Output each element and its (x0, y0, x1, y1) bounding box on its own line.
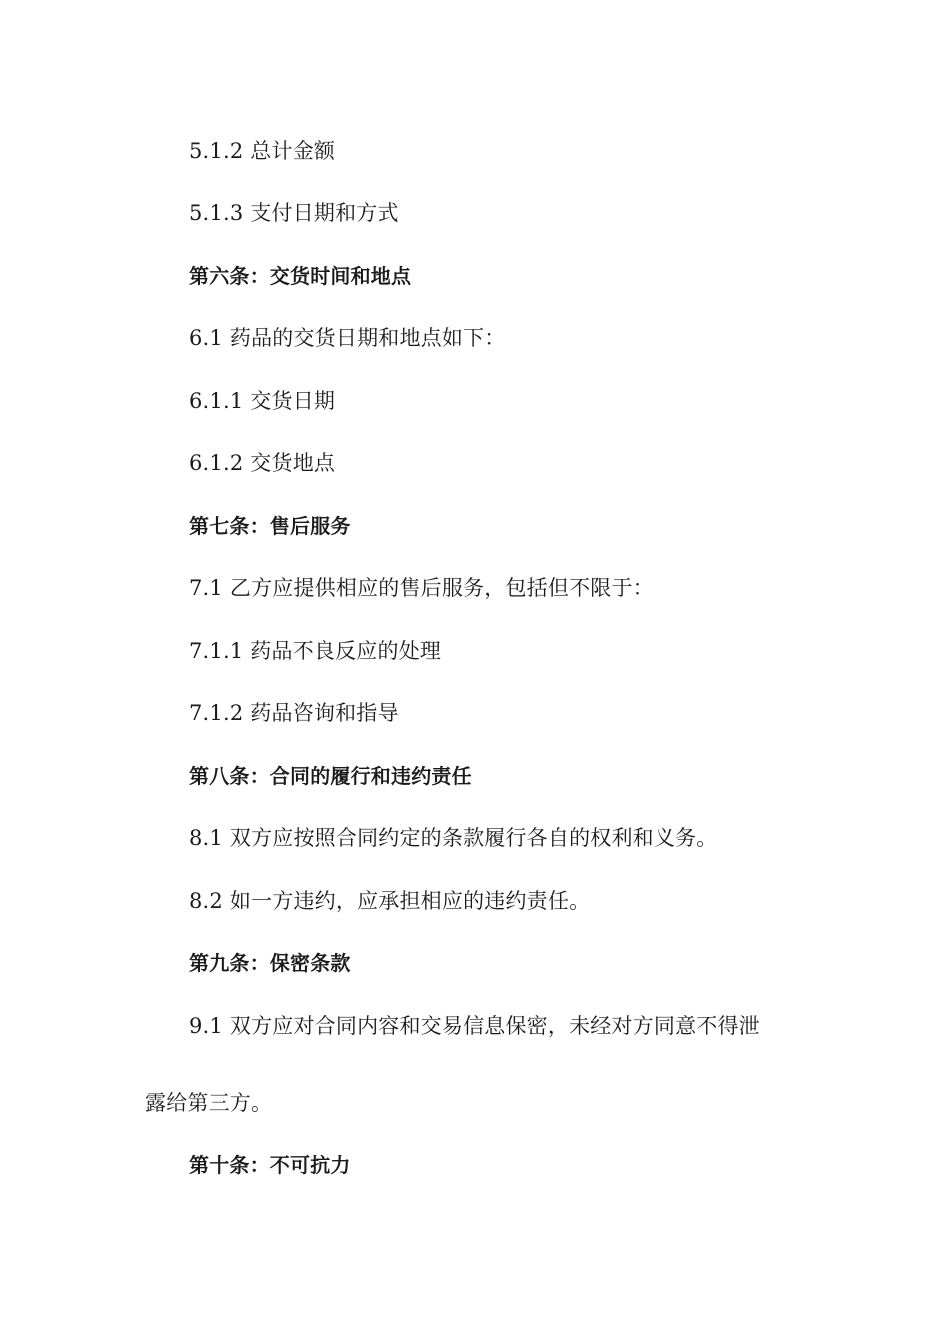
clause-5-1-3: 5.1.3 支付日期和方式 (189, 201, 399, 225)
clause-7-1: 7.1 乙方应提供相应的售后服务，包括但不限于： (189, 576, 654, 600)
clause-8-2: 8.2 如一方违约，应承担相应的违约责任。 (189, 889, 591, 913)
clause-8-1: 8.1 双方应按照合同约定的条款履行各自的权利和义务。 (189, 826, 718, 850)
article-6-heading: 第六条：交货时间和地点 (189, 264, 412, 288)
clause-7-1-2: 7.1.2 药品咨询和指导 (189, 701, 399, 725)
article-9-heading: 第九条：保密条款 (189, 951, 351, 975)
clause-9-1: 9.1 双方应对合同内容和交易信息保密，未经对方同意不得泄 (189, 1014, 760, 1038)
clause-7-1-1: 7.1.1 药品不良反应的处理 (189, 639, 442, 663)
clause-6-1-2: 6.1.2 交货地点 (189, 451, 336, 475)
clause-5-1-2: 5.1.2 总计金额 (189, 139, 336, 163)
article-7-heading: 第七条：售后服务 (189, 514, 351, 538)
clause-9-1-continuation: 露给第三方。 (145, 1091, 273, 1115)
article-10-heading: 第十条：不可抗力 (189, 1153, 351, 1177)
clause-6-1-1: 6.1.1 交货日期 (189, 389, 336, 413)
article-8-heading: 第八条：合同的履行和违约责任 (189, 764, 472, 788)
clause-6-1: 6.1 药品的交货日期和地点如下： (189, 326, 506, 350)
